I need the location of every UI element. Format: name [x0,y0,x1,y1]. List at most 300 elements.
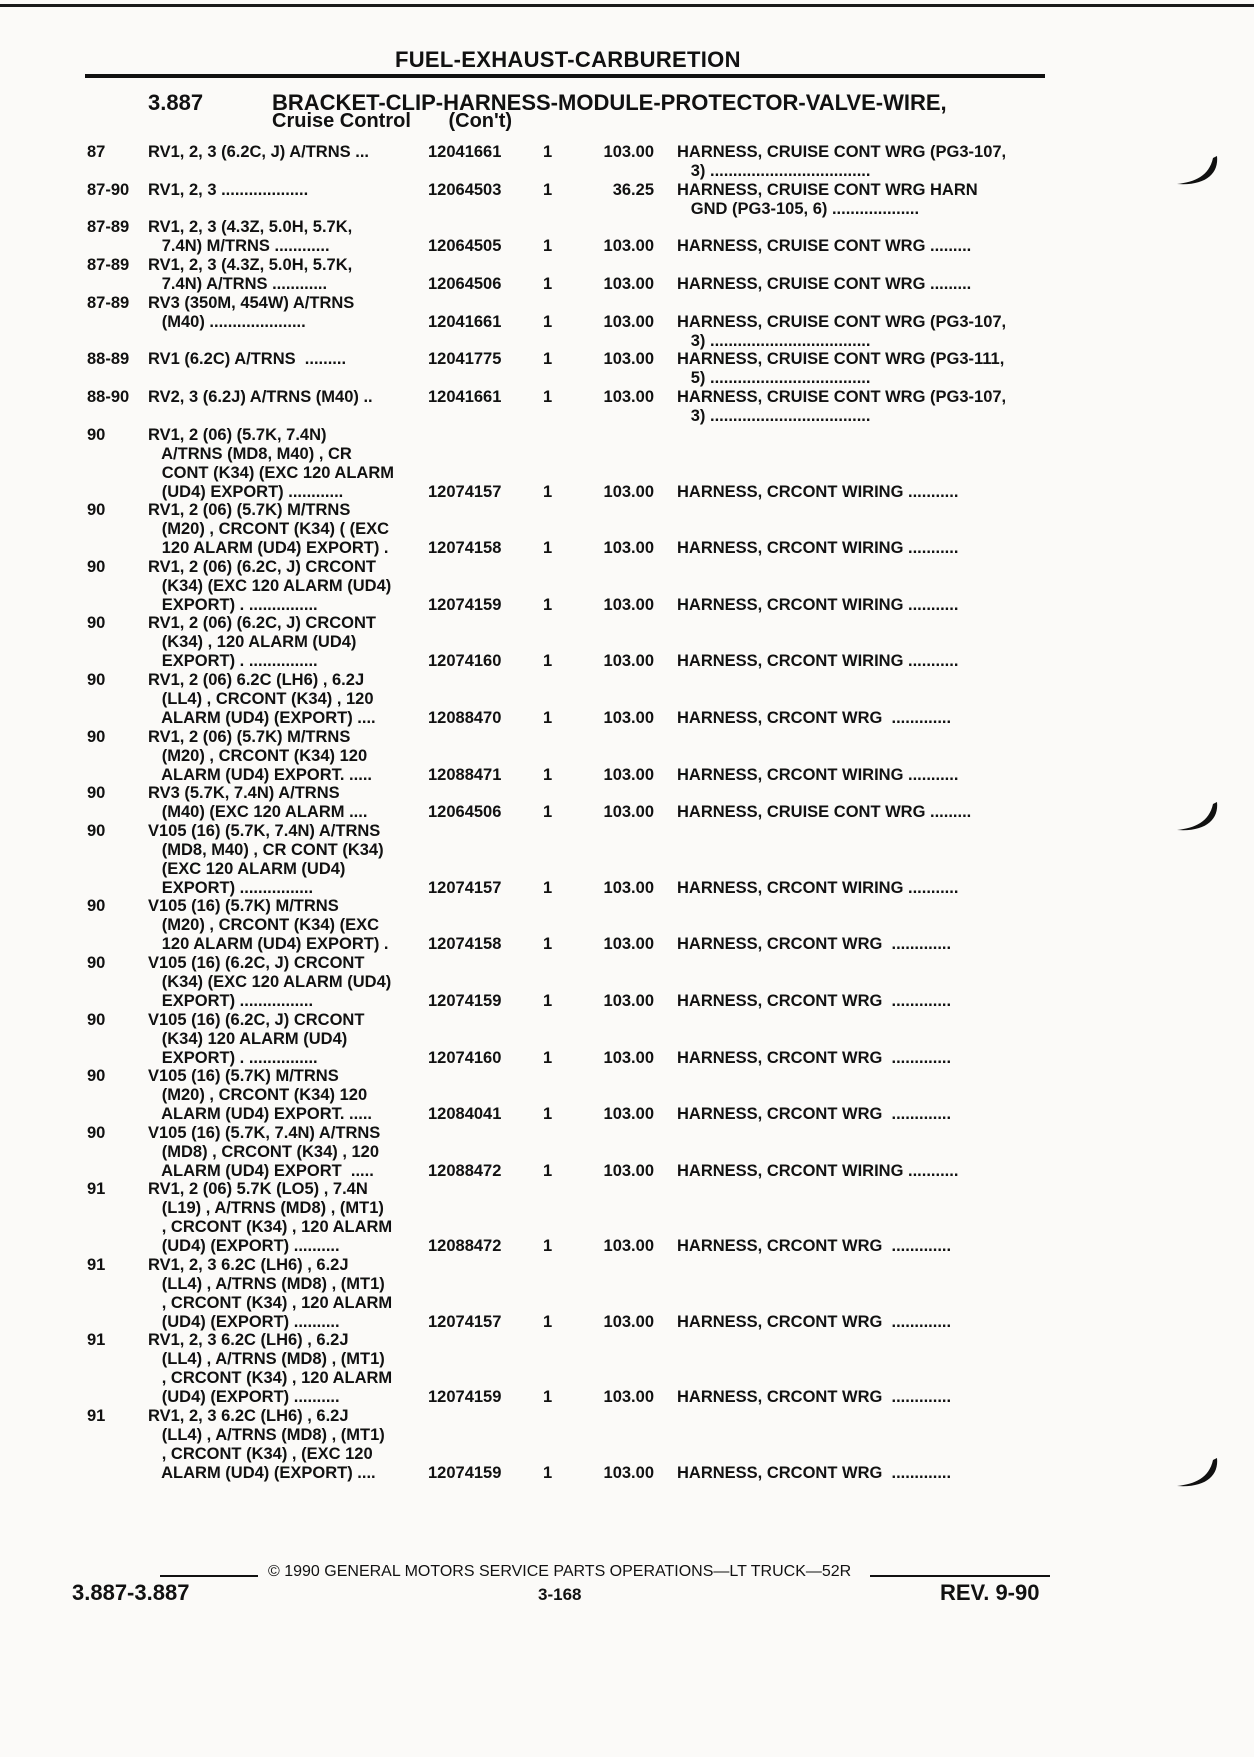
part-name-line [677,1445,1042,1464]
part-name-line [677,916,1042,935]
quantity: 1 [543,1312,553,1331]
application-description [148,1124,418,1181]
part-name [677,501,1042,558]
quantity: 1 [543,1388,553,1407]
table-row [0,350,1254,388]
description-line: 7.4N) A/TRNS ............ [148,275,328,294]
part-name [677,350,1042,388]
part-name [677,294,1042,351]
quantity: 1 [543,709,553,728]
quantity: 1 [543,1161,553,1180]
price: 103.00 [603,1048,654,1067]
description-line: RV1, 2 (06) (6.2C, J) CRCONT [148,557,377,576]
part-name-line: HARNESS, CRUISE CONT WRG ......... [677,237,972,256]
part-number: 12074159 [428,991,502,1010]
part-number: 12074160 [428,1048,502,1067]
description-line: RV1, 2 (06) (5.7K, 7.4N) [148,425,327,444]
quantity: 1 [543,312,553,331]
application-description [148,614,418,671]
part-name-line [677,1275,1042,1294]
part-name [677,954,1042,1011]
part-name [677,181,1042,219]
quantity: 1 [543,595,553,614]
part-number: 12041775 [428,350,502,369]
price: 36.25 [612,180,654,199]
description-line: EXPORT) . ............... [148,595,318,614]
price: 103.00 [603,935,654,954]
part-name-line: HARNESS, CRUISE CONT WRG ......... [677,275,972,294]
quantity: 1 [543,1463,553,1482]
price: 103.00 [603,803,654,822]
part-number: 12064503 [428,180,502,199]
model-year: 90 [87,1123,106,1142]
part-name-line [677,1350,1042,1369]
part-name-line: HARNESS, CRCONT WIRING ........... [677,652,959,671]
part-name [677,897,1042,954]
application-description [148,143,418,162]
footer-rule-right [870,1575,1050,1577]
table-row [0,558,1254,615]
footer-group-range: 3.887-3.887 [72,1580,190,1605]
price: 103.00 [603,991,654,1010]
description-line: RV1, 2, 3 6.2C (LH6) , 6.2J [148,1255,349,1274]
description-line: RV1, 2, 3 6.2C (LH6) , 6.2J [148,1406,349,1425]
description-line: (M20) , CRCONT (K34) 120 [148,746,368,765]
description-line: ALARM (UD4) EXPORT ..... [148,1161,374,1180]
table-row [0,501,1254,558]
part-number: 12064506 [428,275,502,294]
part-name [677,614,1042,671]
part-name-line [677,577,1042,596]
part-name-line [677,445,1042,464]
application-description [148,1331,418,1407]
part-name [677,218,1042,256]
model-year: 88-89 [87,350,130,369]
part-name-line [677,1124,1042,1143]
model-year: 87-89 [87,218,130,237]
part-name-line: HARNESS, CRCONT WRG ............. [677,935,952,954]
price: 103.00 [603,1237,654,1256]
part-name-line [677,464,1042,483]
description-line: (M20) , CRCONT (K34) (EXC [148,916,380,935]
description-line: CONT (K34) (EXC 120 ALARM [148,463,395,482]
table-row [0,1011,1254,1068]
group-continued: (Con't) [448,110,513,132]
description-line: (MD8, M40) , CR CONT (K34) [148,840,384,859]
part-name-line: 3) ................................... [677,407,871,426]
application-description [148,1256,418,1332]
part-number: 12041661 [428,312,502,331]
group-number: 3.887 [148,90,204,115]
quantity: 1 [543,237,553,256]
description-line: ALARM (UD4) EXPORT. ..... [148,765,372,784]
model-year: 90 [87,501,106,520]
description-line: (K34) (EXC 120 ALARM (UD4) [148,972,392,991]
model-year: 90 [87,425,106,444]
table-row [0,181,1254,219]
description-line: (M20) , CRCONT (K34) ( (EXC [148,520,390,539]
application-description [148,784,418,822]
application-description [148,897,418,954]
description-line: 120 ALARM (UD4) EXPORT) . [148,539,389,558]
quantity: 1 [543,275,553,294]
quantity: 1 [543,1237,553,1256]
part-name-line: HARNESS, CRUISE CONT WRG (PG3-107, [677,312,1007,331]
part-name-line [677,1086,1042,1105]
price: 103.00 [603,765,654,784]
description-line: RV2, 3 (6.2J) A/TRNS (M40) .. [148,388,373,407]
description-line: V105 (16) (5.7K) M/TRNS [148,1067,339,1086]
quantity: 1 [543,652,553,671]
price: 103.00 [603,1105,654,1124]
description-line: (K34) (EXC 120 ALARM (UD4) [148,576,392,595]
part-number: 12088472 [428,1237,502,1256]
part-name-line [677,218,1042,237]
part-number: 12074159 [428,1463,502,1482]
part-name-line [677,728,1042,747]
price: 103.00 [603,1388,654,1407]
description-line: (L19) , A/TRNS (MD8) , (MT1) [148,1199,384,1218]
part-number: 12074160 [428,652,502,671]
price: 103.00 [603,388,654,407]
application-description [148,1180,418,1256]
application-description [148,256,418,294]
part-name-line: HARNESS, CRCONT WRG ............. [677,1105,952,1124]
model-year: 91 [87,1255,106,1274]
description-line: RV1, 2, 3 6.2C (LH6) , 6.2J [148,1331,349,1350]
quantity: 1 [543,539,553,558]
description-line: V105 (16) (6.2C, J) CRCONT [148,953,365,972]
model-year: 90 [87,953,106,972]
part-name-line: HARNESS, CRCONT WRG ............. [677,1048,952,1067]
description-line: , CRCONT (K34) , 120 ALARM [148,1218,393,1237]
model-year: 87-89 [87,256,130,275]
part-number: 12074157 [428,1312,502,1331]
description-line: EXPORT) . ............... [148,652,318,671]
table-row [0,822,1254,898]
binder-hole-mark [1165,1454,1225,1496]
table-row [0,1331,1254,1407]
description-line: RV1, 2 (06) 6.2C (LH6) , 6.2J [148,671,365,690]
part-name-line: 3) ................................... [677,331,871,350]
description-line: RV1, 2, 3 (6.2C, J) A/TRNS ... [148,143,369,161]
model-year: 87-89 [87,293,130,312]
part-name [677,256,1042,294]
part-name-line: HARNESS, CRCONT WRG ............. [677,1388,952,1407]
description-line: (EXC 120 ALARM (UD4) [148,859,346,878]
model-year: 90 [87,614,106,633]
application-description [148,218,418,256]
part-name-line [677,256,1042,275]
description-line: EXPORT) ................ [148,991,314,1010]
description-line: ALARM (UD4) (EXPORT) .... [148,1463,376,1482]
application-description [148,1011,418,1068]
table-row [0,143,1254,181]
part-name-line [677,1294,1042,1313]
price: 103.00 [603,878,654,897]
part-name-line [677,558,1042,577]
part-name [677,1331,1042,1407]
description-line: (M40) ..................... [148,312,306,331]
part-name-line: HARNESS, CRUISE CONT WRG (PG3-107, [677,143,1007,161]
part-name-line: GND (PG3-105, 6) ................... [677,199,920,218]
price: 103.00 [603,143,654,161]
model-year: 90 [87,784,106,803]
part-name-line [677,1011,1042,1030]
description-line: RV1, 2 (06) (5.7K) M/TRNS [148,727,351,746]
part-number: 12064506 [428,803,502,822]
part-number: 12041661 [428,388,502,407]
part-number: 12064505 [428,237,502,256]
part-name-line [677,1067,1042,1086]
part-name-line: HARNESS, CRUISE CONT WRG (PG3-107, [677,388,1007,407]
application-description [148,671,418,728]
copyright-notice: © 1990 GENERAL MOTORS SERVICE PARTS OPERATIONS—LT TRUCK—52R [268,1563,852,1580]
part-name-line [677,747,1042,766]
description-line: RV3 (350M, 454W) A/TRNS [148,293,355,312]
part-name-line: HARNESS, CRCONT WIRING ........... [677,595,959,614]
description-line: RV1, 2 (06) 5.7K (LO5) , 7.4N [148,1180,368,1199]
description-line: , CRCONT (K34) , 120 ALARM [148,1293,393,1312]
quantity: 1 [543,1105,553,1124]
part-number: 12084041 [428,1105,502,1124]
price: 103.00 [603,275,654,294]
quantity: 1 [543,143,553,161]
table-row [0,1067,1254,1124]
application-description [148,822,418,898]
quantity: 1 [543,180,553,199]
table-row [0,614,1254,671]
description-line: (LL4) , A/TRNS (MD8) , (MT1) [148,1350,385,1369]
table-row [0,426,1254,502]
part-name-line: HARNESS, CRUISE CONT WRG ......... [677,803,972,822]
binder-hole-mark [1165,152,1225,194]
part-name-line: HARNESS, CRCONT WRG ............. [677,1312,952,1331]
part-name [677,1067,1042,1124]
part-number: 12041661 [428,143,502,161]
description-line: , CRCONT (K34) , (EXC 120 [148,1444,373,1463]
part-name [677,671,1042,728]
application-description [148,1407,418,1483]
table-row [0,1407,1254,1483]
description-line: RV1, 2 (06) (6.2C, J) CRCONT [148,614,377,633]
price: 103.00 [603,1161,654,1180]
part-name [677,1124,1042,1181]
table-row [0,388,1254,426]
part-name-line [677,614,1042,633]
part-name-line: HARNESS, CRCONT WIRING ........... [677,482,959,501]
part-name-line [677,501,1042,520]
description-line: RV1, 2 (06) (5.7K) M/TRNS [148,501,351,520]
part-name-line: HARNESS, CRCONT WRG ............. [677,709,952,728]
description-line: (LL4) , A/TRNS (MD8) , (MT1) [148,1274,385,1293]
description-line: (MD8) , CRCONT (K34) , 120 [148,1142,380,1161]
part-name-line [677,633,1042,652]
part-name [677,822,1042,898]
section-title: FUEL-EXHAUST-CARBURETION [395,47,741,72]
table-row [0,897,1254,954]
description-line: RV1, 2, 3 ................... [148,180,309,199]
part-number: 12074159 [428,1388,502,1407]
part-number: 12074158 [428,935,502,954]
part-name [677,784,1042,822]
description-line: (K34) 120 ALARM (UD4) [148,1029,348,1048]
application-description [148,558,418,615]
part-name-line [677,1143,1042,1162]
price: 103.00 [603,482,654,501]
quantity: 1 [543,1048,553,1067]
footer-rule-left [160,1575,258,1577]
price: 103.00 [603,652,654,671]
group-title: BRACKET-CLIP-HARNESS-MODULE-PROTECTOR-VALVE-WIRE, [272,90,947,115]
description-line: 7.4N) M/TRNS ............ [148,237,330,256]
table-row [0,1256,1254,1332]
price: 103.00 [603,709,654,728]
quantity: 1 [543,878,553,897]
price: 103.00 [603,312,654,331]
part-name [677,1180,1042,1256]
description-line: RV1, 2, 3 (4.3Z, 5.0H, 5.7K, [148,218,353,237]
table-row [0,1180,1254,1256]
part-name-line [677,1331,1042,1350]
description-line: (UD4) (EXPORT) .......... [148,1388,340,1407]
price: 103.00 [603,595,654,614]
part-number: 12088471 [428,765,502,784]
part-name-line [677,954,1042,973]
part-name-line: HARNESS, CRCONT WIRING ........... [677,1161,959,1180]
price: 103.00 [603,1312,654,1331]
model-year: 87 [87,143,106,161]
part-name-line: 5) ................................... [677,369,871,388]
application-description [148,426,418,502]
model-year: 90 [87,821,106,840]
part-name-line [677,520,1042,539]
model-year: 91 [87,1331,106,1350]
quantity: 1 [543,991,553,1010]
application-description [148,501,418,558]
part-name-line: HARNESS, CRCONT WIRING ........... [677,878,959,897]
part-number: 12074158 [428,539,502,558]
part-name-line: 3) ................................... [677,162,871,180]
part-name-line: HARNESS, CRCONT WRG ............. [677,1463,952,1482]
table-row [0,218,1254,256]
part-name [677,1256,1042,1332]
description-line: (UD4) (EXPORT) .......... [148,1237,340,1256]
part-name-line [677,1426,1042,1445]
description-line: (M40) (EXC 120 ALARM .... [148,803,368,822]
description-line: (M20) , CRCONT (K34) 120 [148,1086,368,1105]
model-year: 91 [87,1406,106,1425]
price: 103.00 [603,350,654,369]
description-line: EXPORT) . ............... [148,1048,318,1067]
part-name-line: HARNESS, CRUISE CONT WRG (PG3-111, [677,350,1005,369]
application-description [148,954,418,1011]
description-line: (UD4) EXPORT) ............ [148,482,344,501]
part-name [677,388,1042,426]
quantity: 1 [543,935,553,954]
table-row [0,784,1254,822]
model-year: 90 [87,1010,106,1029]
part-name-line [677,690,1042,709]
part-number: 12088470 [428,709,502,728]
description-line: V105 (16) (5.7K) M/TRNS [148,897,339,916]
description-line: (UD4) (EXPORT) .......... [148,1312,340,1331]
table-row [0,294,1254,351]
part-name-line [677,426,1042,445]
application-description [148,181,418,200]
model-year: 90 [87,897,106,916]
quantity: 1 [543,482,553,501]
price: 103.00 [603,237,654,256]
part-number: 12074157 [428,878,502,897]
part-name-line [677,671,1042,690]
model-year: 87-90 [87,180,130,199]
table-row [0,954,1254,1011]
description-line: A/TRNS (MD8, M40) , CR [148,444,352,463]
part-name-line [677,1030,1042,1049]
part-name [677,426,1042,502]
part-name-line [677,1407,1042,1426]
application-description [148,1067,418,1124]
model-year: 90 [87,671,106,690]
table-row [0,728,1254,785]
revision-label: REV. 9-90 [940,1580,1040,1605]
part-name-line [677,1256,1042,1275]
description-line: V105 (16) (6.2C, J) CRCONT [148,1010,365,1029]
application-description [148,294,418,332]
description-line: , CRCONT (K34) , 120 ALARM [148,1369,393,1388]
model-year: 90 [87,557,106,576]
page-number: 3-168 [538,1585,582,1604]
part-name-line [677,1180,1042,1199]
application-description [148,388,418,407]
table-row [0,256,1254,294]
table-row [0,1124,1254,1181]
model-year: 90 [87,1067,106,1086]
part-name-line: HARNESS, CRCONT WIRING ........... [677,765,959,784]
price: 103.00 [603,1463,654,1482]
part-name-line [677,973,1042,992]
part-name [677,558,1042,615]
description-line: (LL4) , CRCONT (K34) , 120 [148,690,374,709]
description-line: V105 (16) (5.7K, 7.4N) A/TRNS [148,1123,381,1142]
description-line: V105 (16) (5.7K, 7.4N) A/TRNS [148,821,381,840]
model-year: 91 [87,1180,106,1199]
part-name-line [677,1199,1042,1218]
part-number: 12074159 [428,595,502,614]
part-number: 12088472 [428,1161,502,1180]
part-name [677,1011,1042,1068]
binder-hole-mark [1165,798,1225,840]
part-name-line [677,784,1042,803]
price: 103.00 [603,539,654,558]
description-line: RV1 (6.2C) A/TRNS ......... [148,350,347,369]
part-name-line: HARNESS, CRUISE CONT WRG HARN [677,180,978,199]
part-name-line [677,822,1042,841]
description-line: 120 ALARM (UD4) EXPORT) . [148,935,389,954]
description-line: (K34) , 120 ALARM (UD4) [148,633,357,652]
part-name-line [677,841,1042,860]
part-number: 12074157 [428,482,502,501]
quantity: 1 [543,803,553,822]
part-name [677,1407,1042,1483]
quantity: 1 [543,350,553,369]
part-name-line [677,897,1042,916]
part-name [677,728,1042,785]
description-line: ALARM (UD4) EXPORT. ..... [148,1105,372,1124]
description-line: ALARM (UD4) (EXPORT) .... [148,709,376,728]
part-name-line: HARNESS, CRCONT WRG ............. [677,1237,952,1256]
